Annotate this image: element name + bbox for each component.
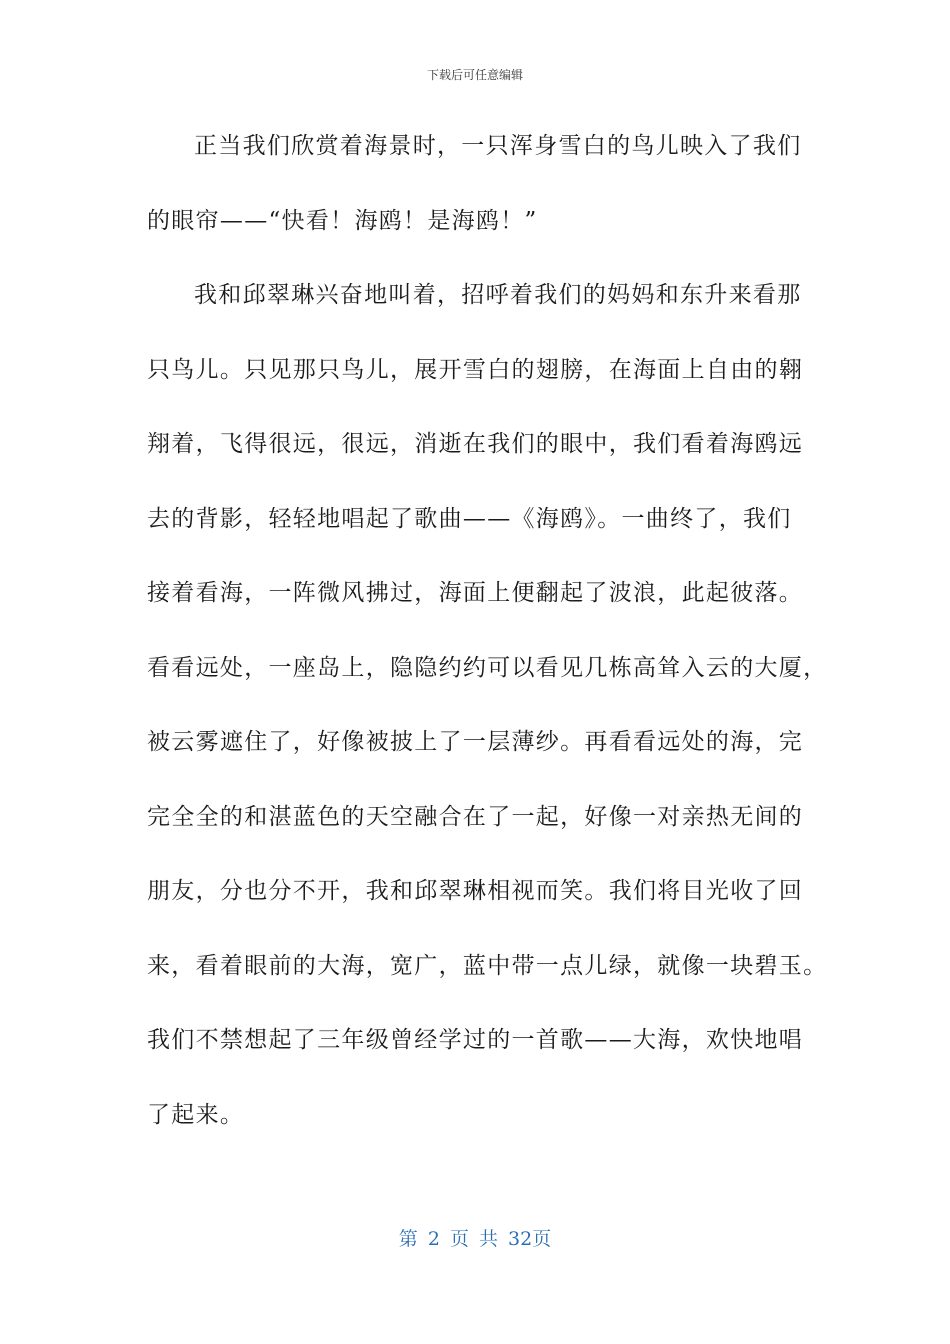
text-line: 我和邱翠琳兴奋地叫着，招呼着我们的妈妈和东升来看那 bbox=[194, 282, 802, 308]
text-line: 朋友，分也分不开，我和邱翠琳相视而笑。我们将目光收了回 bbox=[147, 878, 804, 904]
text-line: 去的背影，轻轻地唱起了歌曲——《海鸥》。一曲终了，我们 bbox=[147, 505, 792, 532]
page-header: 下载后可任意编辑 bbox=[426, 68, 523, 82]
text-line: 我们不禁想起了三年级曾经学过的一首歌——大海，欢快地唱 bbox=[147, 1027, 804, 1053]
text-line: 翔着，飞得很远，很远，消逝在我们的眼中，我们看着海鸥远 bbox=[147, 431, 804, 457]
text-line: 看看远处，一座岛上，隐隐约约可以看见几栋高耸入云的大厦， bbox=[147, 654, 828, 681]
text-line: 来，看着眼前的大海，宽广，蓝中带一点儿绿，就像一块碧玉。 bbox=[147, 952, 828, 979]
text-line: 的眼帘——“快看！海鸥！是海鸥！” bbox=[147, 207, 538, 234]
document-body bbox=[147, 123, 828, 1166]
text-line: 接着看海，一阵微风拂过，海面上便翻起了波浪，此起彼落。 bbox=[147, 580, 804, 606]
text-line: 只鸟儿。只见那只鸟儿，展开雪白的翅膀，在海面上自由的翱 bbox=[147, 356, 804, 383]
text-line: 被云雾遮住了，好像被披上了一层薄纱。再看看远处的海，完 bbox=[147, 729, 804, 755]
page-number-footer: 第 2 页 共 32页 bbox=[398, 1228, 552, 1250]
text-line: 完全全的和湛蓝色的天空融合在了一起，好像一对亲热无间的 bbox=[147, 803, 804, 830]
text-line: 正当我们欣赏着海景时，一只浑身雪白的鸟儿映入了我们 bbox=[194, 133, 802, 159]
text-line: 了起来。 bbox=[147, 1101, 245, 1128]
